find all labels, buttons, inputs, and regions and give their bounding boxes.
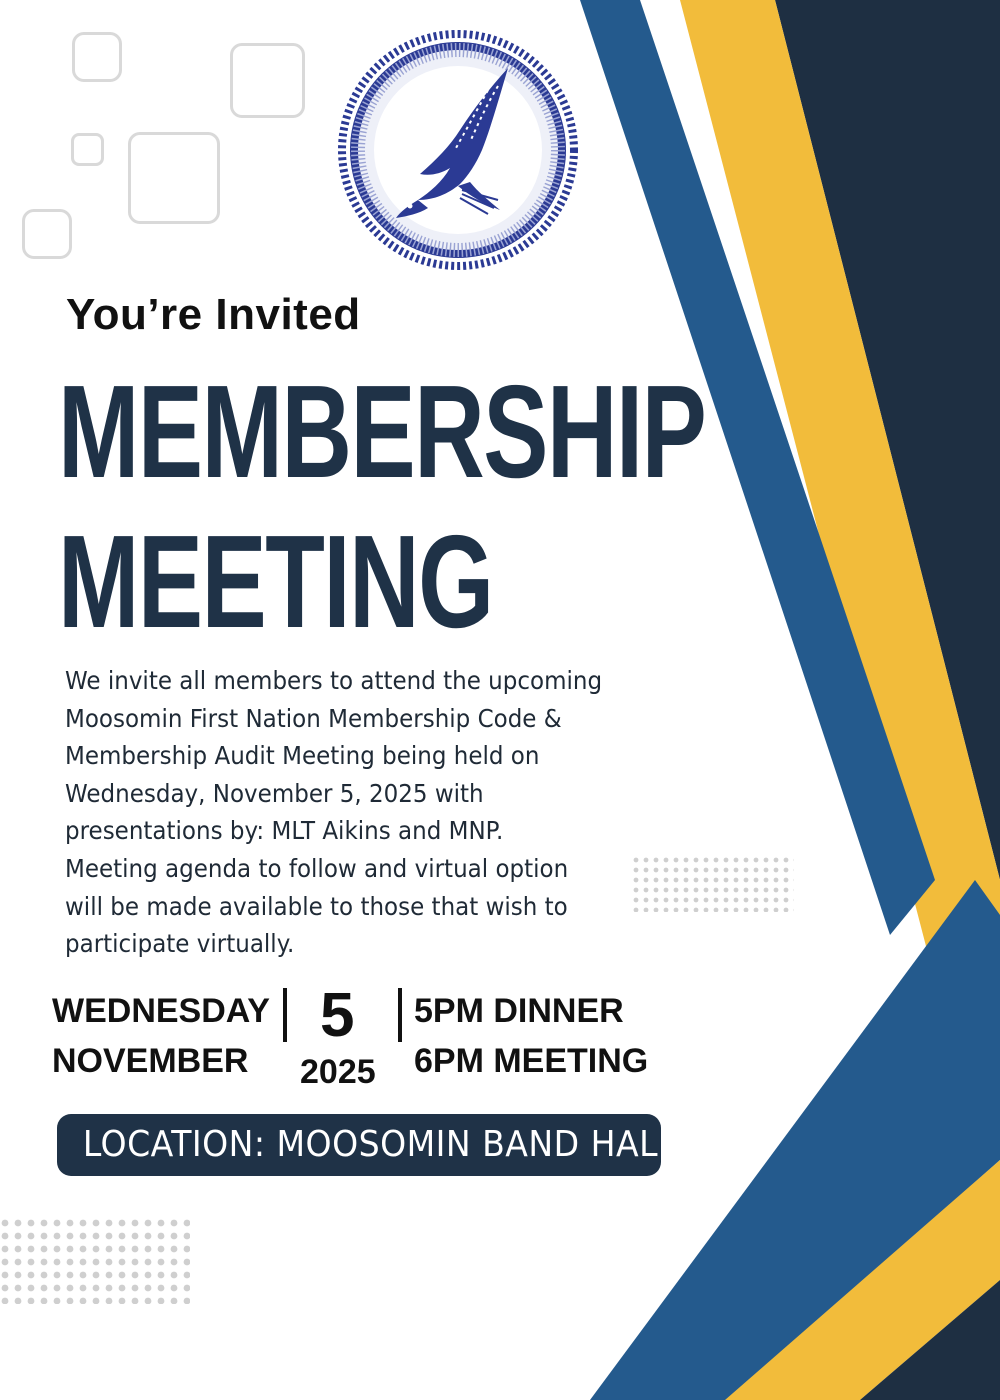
invite-eyebrow: You’re Invited	[66, 290, 361, 339]
dot-grid-left	[0, 1218, 190, 1304]
location-banner	[57, 1114, 677, 1176]
event-year: 2025	[300, 1053, 376, 1091]
description-line: We invite all members to attend the upcoming	[65, 666, 603, 695]
description-line: presentations by: MLT Aikins and MNP.	[65, 816, 504, 846]
event-month: NOVEMBER	[52, 1042, 249, 1080]
headline-membership: MEMBERSHIP	[58, 358, 706, 505]
eagle-seal-icon	[338, 30, 578, 270]
decor-square	[128, 132, 220, 224]
event-weekday: WEDNESDAY	[52, 992, 270, 1030]
event-day: 5	[320, 981, 355, 1050]
description-paragraph	[65, 662, 645, 963]
decor-square	[230, 43, 305, 118]
date-divider	[283, 988, 287, 1042]
decor-square	[71, 133, 104, 166]
event-time-dinner: 5PM DINNER	[414, 992, 624, 1030]
headline-meeting: MEETING	[58, 508, 493, 655]
description-line: Moosomin First Nation Membership Code &	[65, 703, 562, 733]
dot-grid-right	[632, 856, 794, 912]
description-line: participate virtually.	[65, 929, 295, 959]
location-label: LOCATION: MOOSOMIN BAND HALL	[82, 1124, 677, 1165]
decor-square	[72, 32, 122, 82]
time-divider	[398, 988, 402, 1042]
description-line: Meeting agenda to follow and virtual option	[65, 853, 569, 883]
description-line: will be made available to those that wish to	[65, 891, 568, 921]
description-line: Membership Audit Meeting being held on	[65, 741, 540, 771]
event-time-meeting: 6PM MEETING	[414, 1042, 649, 1080]
description-line: Wednesday, November 5, 2025 with	[65, 778, 484, 808]
decor-square	[22, 209, 72, 259]
